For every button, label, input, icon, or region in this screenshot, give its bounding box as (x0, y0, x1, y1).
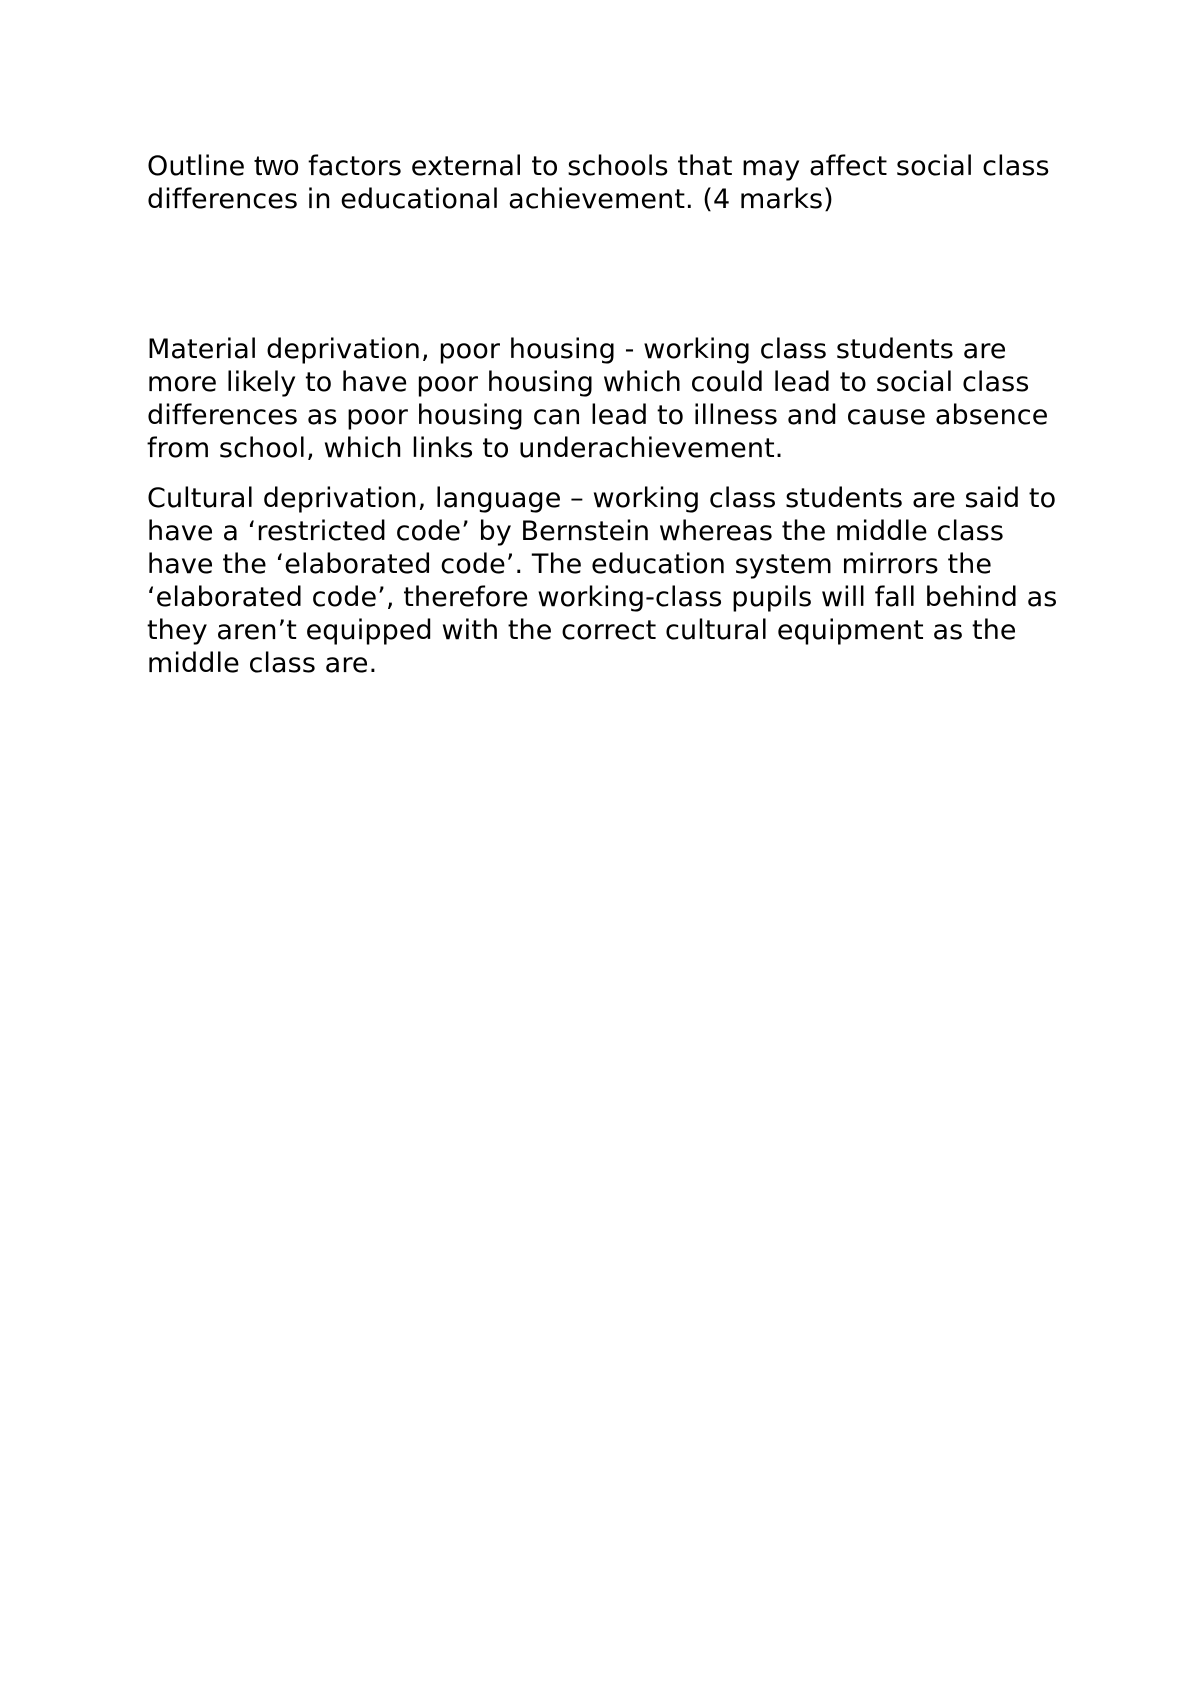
question-text-end: factors external to schools that may affect social class differences in educational achievement. (4 marks) (147, 151, 1050, 215)
question-emphasis: two (254, 150, 300, 182)
question-text-start: Outline (147, 151, 255, 182)
answer-paragraph-cultural-deprivation: Cultural deprivation, language – working class students are said to have a ‘restricted code’ by Bernstein whereas the middle class have the ‘elaborated code’. The education system mirrors the ‘elaborated code’, therefore working-class pupils will fall behind as they aren’t equipped with the correct cultural equipment as the middle class are. (147, 483, 1058, 679)
answer-paragraph-material-deprivation: Material deprivation, poor housing - working class students are more likely to have poor housing which could lead to social class differences as poor housing can lead to illness and cause absence from school, which links to underachievement. (147, 334, 1049, 464)
document-body (147, 150, 1067, 697)
question-text (147, 150, 1067, 216)
